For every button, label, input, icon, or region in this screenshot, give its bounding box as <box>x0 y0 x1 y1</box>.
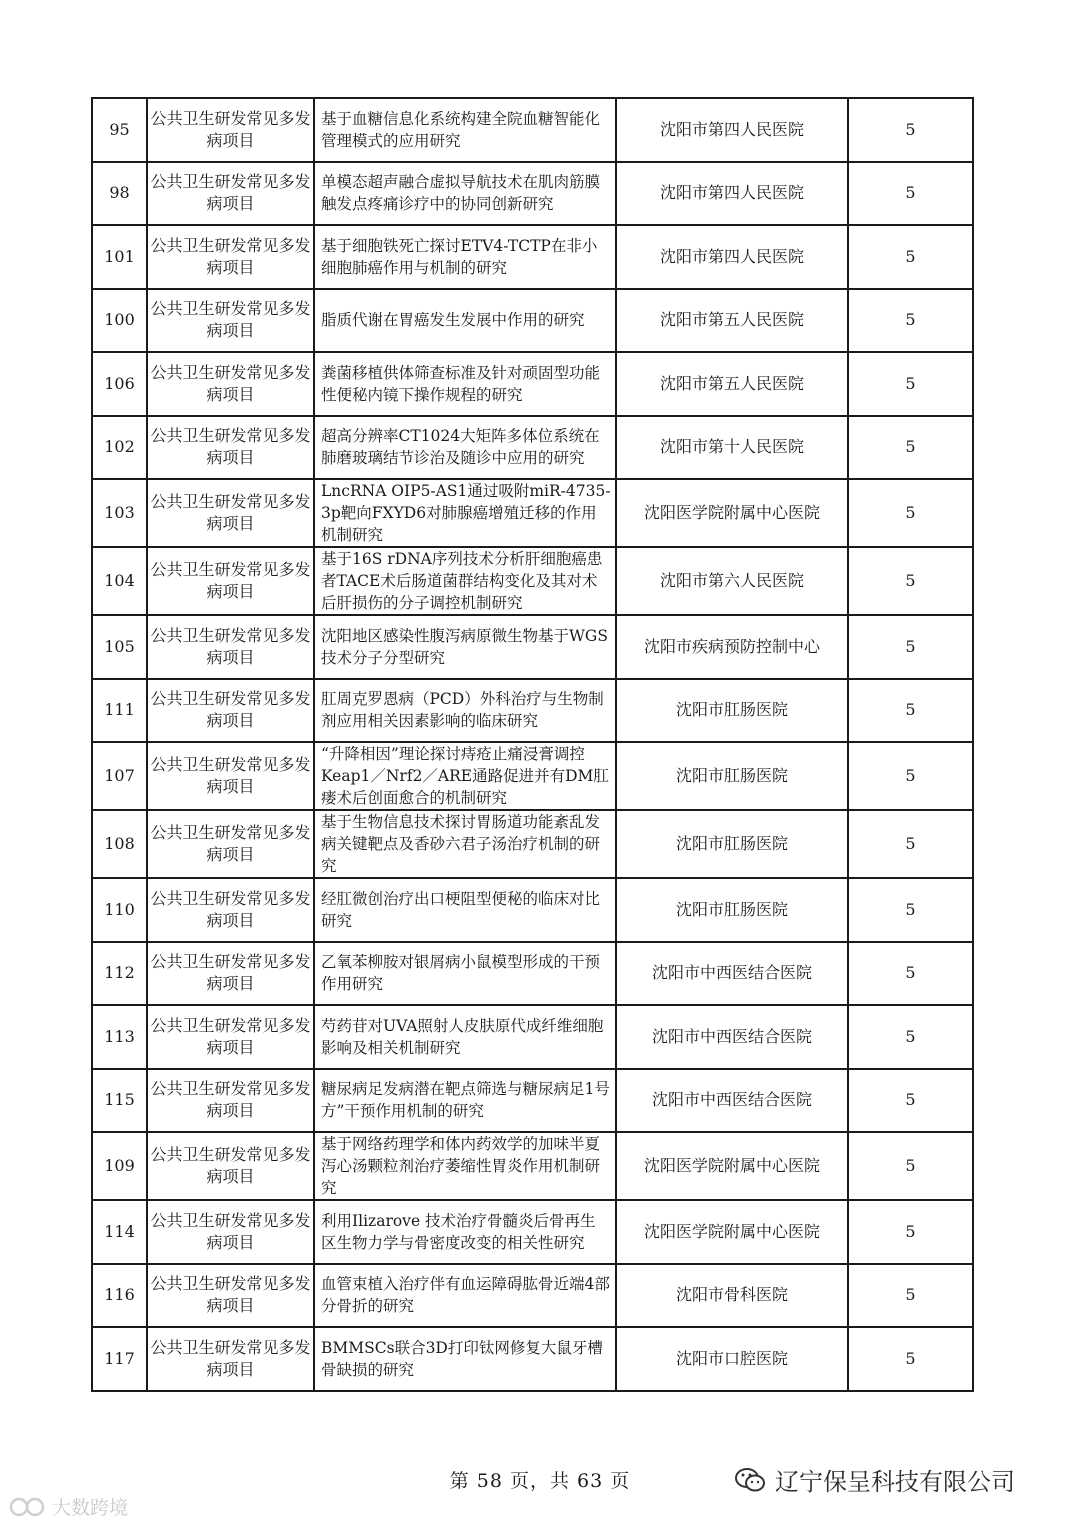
project-category: 公共卫生研发常见多发病项目 <box>147 479 314 547</box>
project-category: 公共卫生研发常见多发病项目 <box>147 1005 314 1069</box>
score-value: 5 <box>848 1132 973 1200</box>
row-number: 113 <box>92 1005 147 1069</box>
table-row <box>92 878 973 942</box>
project-title: “升降相因”理论探讨痔疮止痛浸膏调控Keap1／Nrf2／ARE通路促进并有DM肛瘘术后创面愈合的机制研究 <box>314 742 616 810</box>
project-title: BMMSCs联合3D打印钛网修复大鼠牙槽骨缺损的研究 <box>314 1327 616 1391</box>
table-row <box>92 289 973 353</box>
institution-name: 沈阳市肛肠医院 <box>616 810 848 878</box>
project-table <box>91 97 974 1392</box>
project-title: 单模态超声融合虚拟导航技术在肌肉筋膜触发点疼痛诊疗中的协同创新研究 <box>314 162 616 226</box>
institution-name: 沈阳市肛肠医院 <box>616 878 848 942</box>
project-category: 公共卫生研发常见多发病项目 <box>147 1200 314 1264</box>
project-title: 超高分辨率CT1024大矩阵多体位系统在肺磨玻璃结节诊治及随诊中应用的研究 <box>314 416 616 480</box>
project-title: 沈阳地区感染性腹泻病原微生物基于WGS技术分子分型研究 <box>314 615 616 679</box>
score-value: 5 <box>848 352 973 416</box>
row-number: 115 <box>92 1069 147 1133</box>
institution-name: 沈阳市第五人民医院 <box>616 352 848 416</box>
project-category: 公共卫生研发常见多发病项目 <box>147 679 314 743</box>
institution-name: 沈阳市第四人民医院 <box>616 162 848 226</box>
project-category: 公共卫生研发常见多发病项目 <box>147 878 314 942</box>
institution-name: 沈阳市第六人民医院 <box>616 547 848 615</box>
table-row <box>92 810 973 878</box>
institution-name: 沈阳市第五人民医院 <box>616 289 848 353</box>
project-category: 公共卫生研发常见多发病项目 <box>147 352 314 416</box>
table-row <box>92 1069 973 1133</box>
project-category: 公共卫生研发常见多发病项目 <box>147 942 314 1006</box>
score-value: 5 <box>848 225 973 289</box>
score-value: 5 <box>848 162 973 226</box>
row-number: 110 <box>92 878 147 942</box>
institution-name: 沈阳市口腔医院 <box>616 1327 848 1391</box>
table-row <box>92 225 973 289</box>
score-value: 5 <box>848 742 973 810</box>
brand-name: 辽宁保呈科技有限公司 <box>775 1468 1015 1496</box>
project-category: 公共卫生研发常见多发病项目 <box>147 615 314 679</box>
institution-name: 沈阳市中西医结合医院 <box>616 1069 848 1133</box>
score-value: 5 <box>848 416 973 480</box>
project-title: 基于16S rDNA序列技术分析肝细胞癌患者TACE术后肠道菌群结构变化及其对术后肝损伤的分子调控机制研究 <box>314 547 616 615</box>
row-number: 112 <box>92 942 147 1006</box>
project-title: 乙氧苯柳胺对银屑病小鼠模型形成的干预作用研究 <box>314 942 616 1006</box>
score-value: 5 <box>848 547 973 615</box>
wechat-icon <box>735 1467 765 1493</box>
project-category: 公共卫生研发常见多发病项目 <box>147 416 314 480</box>
score-value: 5 <box>848 679 973 743</box>
row-number: 95 <box>92 98 147 162</box>
project-category: 公共卫生研发常见多发病项目 <box>147 98 314 162</box>
score-value: 5 <box>848 1069 973 1133</box>
page-number: 第 58 页，共 63 页 <box>449 1470 631 1492</box>
row-number: 109 <box>92 1132 147 1200</box>
row-number: 102 <box>92 416 147 480</box>
table-row <box>92 1327 973 1391</box>
table-row <box>92 547 973 615</box>
institution-name: 沈阳市中西医结合医院 <box>616 1005 848 1069</box>
score-value: 5 <box>848 1005 973 1069</box>
logo-icon <box>8 1496 48 1518</box>
institution-name: 沈阳医学院附属中心医院 <box>616 479 848 547</box>
table-row <box>92 416 973 480</box>
table-row <box>92 1132 973 1200</box>
table-row <box>92 942 973 1006</box>
institution-name: 沈阳医学院附属中心医院 <box>616 1200 848 1264</box>
table-row <box>92 162 973 226</box>
project-category: 公共卫生研发常见多发病项目 <box>147 289 314 353</box>
institution-name: 沈阳市第四人民医院 <box>616 98 848 162</box>
row-number: 116 <box>92 1264 147 1328</box>
score-value: 5 <box>848 1327 973 1391</box>
table-row <box>92 352 973 416</box>
project-title: 利用Ilizarove 技术治疗骨髓炎后骨再生区生物力学与骨密度改变的相关性研究 <box>314 1200 616 1264</box>
table-row <box>92 679 973 743</box>
project-category: 公共卫生研发常见多发病项目 <box>147 810 314 878</box>
score-value: 5 <box>848 479 973 547</box>
project-category: 公共卫生研发常见多发病项目 <box>147 1327 314 1391</box>
score-value: 5 <box>848 289 973 353</box>
table-row <box>92 615 973 679</box>
project-category: 公共卫生研发常见多发病项目 <box>147 225 314 289</box>
institution-name: 沈阳市第十人民医院 <box>616 416 848 480</box>
project-title: 肛周克罗恩病（PCD）外科治疗与生物制剂应用相关因素影响的临床研究 <box>314 679 616 743</box>
table-row <box>92 1264 973 1328</box>
score-value: 5 <box>848 878 973 942</box>
institution-name: 沈阳市疾病预防控制中心 <box>616 615 848 679</box>
row-number: 100 <box>92 289 147 353</box>
project-category: 公共卫生研发常见多发病项目 <box>147 162 314 226</box>
institution-name: 沈阳市肛肠医院 <box>616 679 848 743</box>
institution-name: 沈阳市肛肠医院 <box>616 742 848 810</box>
row-number: 114 <box>92 1200 147 1264</box>
row-number: 111 <box>92 679 147 743</box>
row-number: 106 <box>92 352 147 416</box>
score-value: 5 <box>848 615 973 679</box>
project-title: 基于细胞铁死亡探讨ETV4-TCTP在非小细胞肺癌作用与机制的研究 <box>314 225 616 289</box>
project-title: 脂质代谢在胃癌发生发展中作用的研究 <box>314 289 616 353</box>
table-row <box>92 1005 973 1069</box>
brand-badge <box>735 1462 1015 1497</box>
project-category: 公共卫生研发常见多发病项目 <box>147 742 314 810</box>
project-title: 经肛微创治疗出口梗阻型便秘的临床对比研究 <box>314 878 616 942</box>
project-title: 基于生物信息技术探讨胃肠道功能紊乱发病关键靶点及香砂六君子汤治疗机制的研究 <box>314 810 616 878</box>
row-number: 101 <box>92 225 147 289</box>
score-value: 5 <box>848 1264 973 1328</box>
project-title: 基于网络药理学和体内药效学的加味半夏泻心汤颗粒剂治疗萎缩性胃炎作用机制研究 <box>314 1132 616 1200</box>
institution-name: 沈阳医学院附属中心医院 <box>616 1132 848 1200</box>
score-value: 5 <box>848 810 973 878</box>
row-number: 103 <box>92 479 147 547</box>
project-title: 芍药苷对UVA照射人皮肤原代成纤维细胞影响及相关机制研究 <box>314 1005 616 1069</box>
institution-name: 沈阳市中西医结合医院 <box>616 942 848 1006</box>
institution-name: 沈阳市第四人民医院 <box>616 225 848 289</box>
row-number: 117 <box>92 1327 147 1391</box>
project-title: 血管束植入治疗伴有血运障碍肱骨近端4部分骨折的研究 <box>314 1264 616 1328</box>
project-title: LncRNA OIP5-AS1通过吸附miR-4735-3p靶向FXYD6对肺腺癌增殖迁移的作用机制研究 <box>314 479 616 547</box>
project-title: 糖尿病足发病潜在靶点筛选与糖尿病足1号方”干预作用机制的研究 <box>314 1069 616 1133</box>
project-category: 公共卫生研发常见多发病项目 <box>147 1132 314 1200</box>
row-number: 104 <box>92 547 147 615</box>
table-row <box>92 479 973 547</box>
project-title: 基于血糖信息化系统构建全院血糖智能化管理模式的应用研究 <box>314 98 616 162</box>
score-value: 5 <box>848 98 973 162</box>
score-value: 5 <box>848 1200 973 1264</box>
score-value: 5 <box>848 942 973 1006</box>
row-number: 98 <box>92 162 147 226</box>
project-title: 粪菌移植供体筛查标准及针对顽固型功能性便秘内镜下操作规程的研究 <box>314 352 616 416</box>
row-number: 108 <box>92 810 147 878</box>
watermark-text: 大数跨境 <box>52 1497 129 1519</box>
project-category: 公共卫生研发常见多发病项目 <box>147 547 314 615</box>
table-row <box>92 742 973 810</box>
table-body <box>92 98 973 1391</box>
institution-name: 沈阳市骨科医院 <box>616 1264 848 1328</box>
row-number: 107 <box>92 742 147 810</box>
project-category: 公共卫生研发常见多发病项目 <box>147 1069 314 1133</box>
table-row <box>92 98 973 162</box>
table-row <box>92 1200 973 1264</box>
watermark <box>8 1493 128 1520</box>
row-number: 105 <box>92 615 147 679</box>
project-category: 公共卫生研发常见多发病项目 <box>147 1264 314 1328</box>
